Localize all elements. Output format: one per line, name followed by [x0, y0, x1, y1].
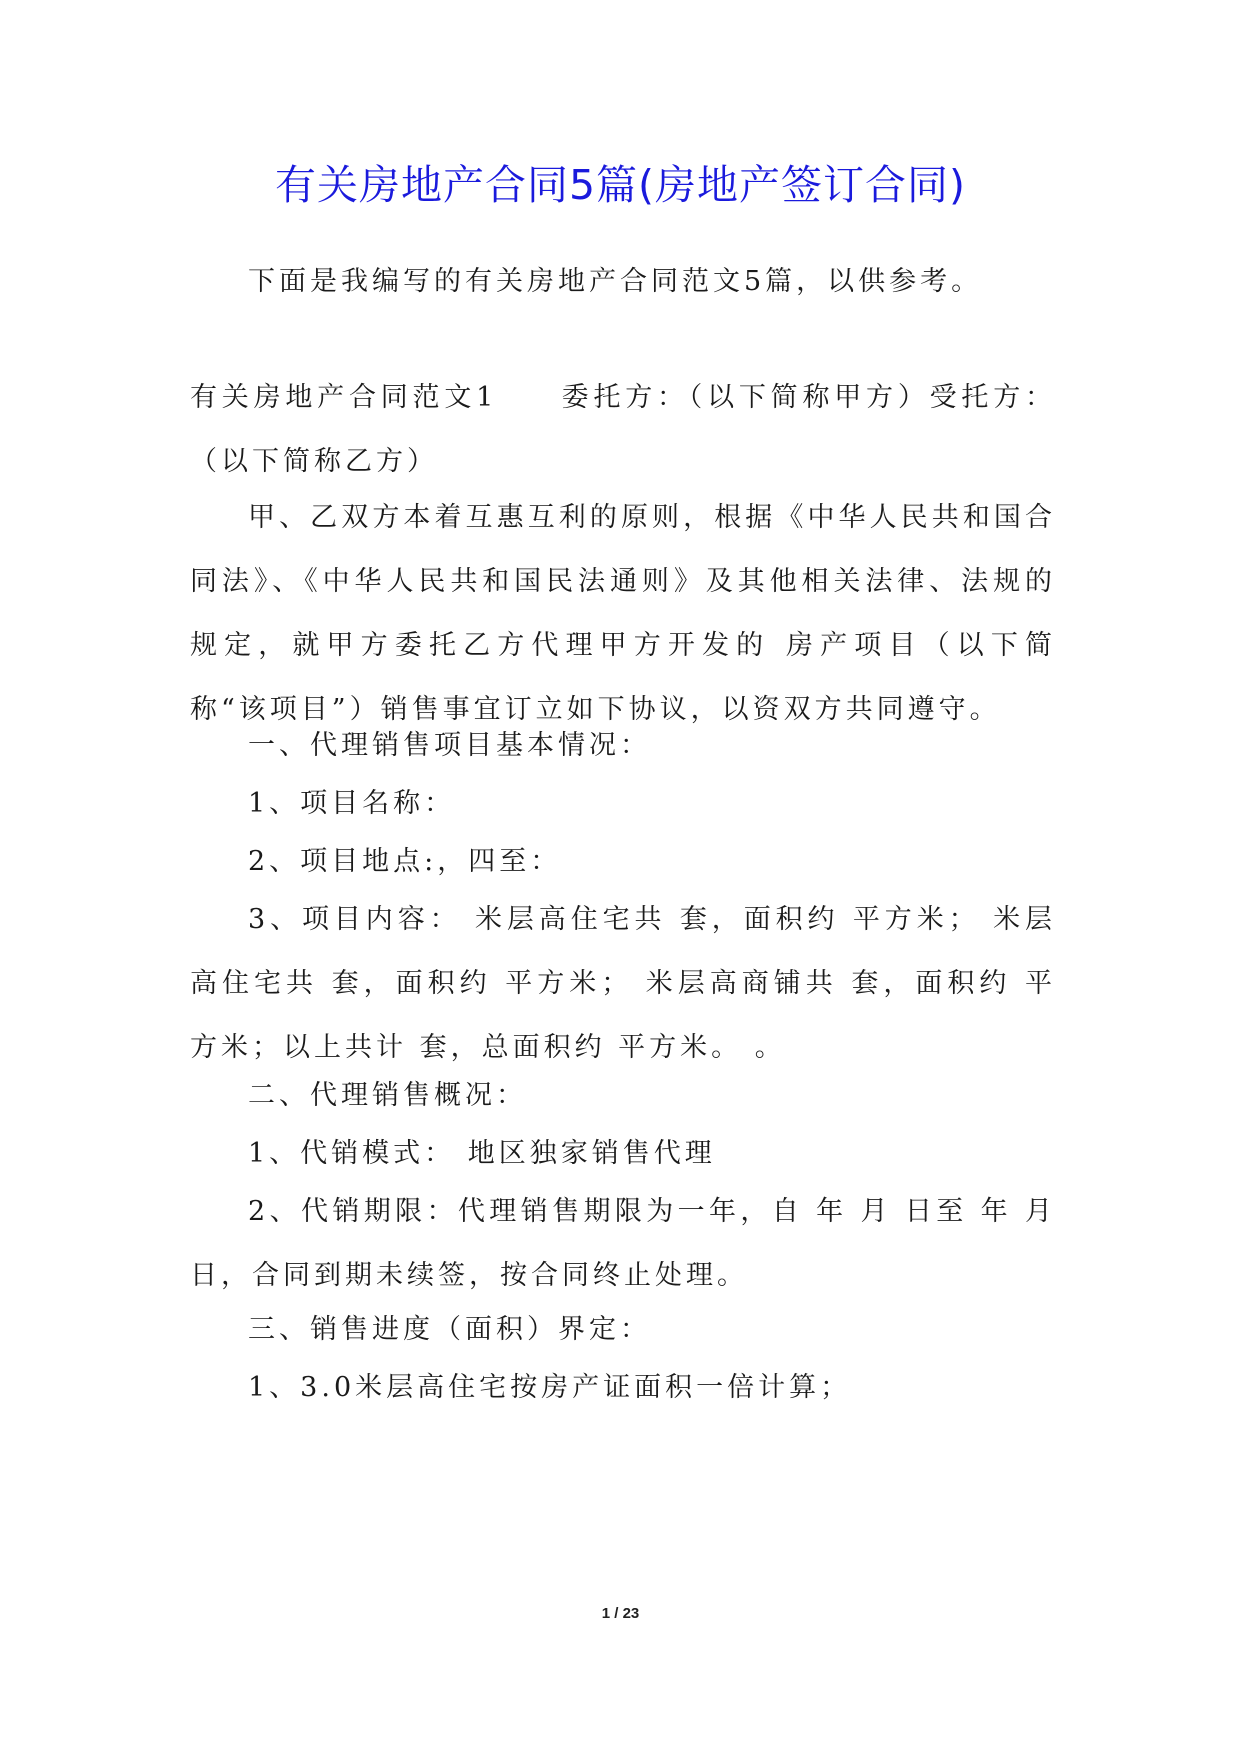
page-number: 1 / 23: [601, 1605, 640, 1622]
paragraph-item-1-2: 2、项目地点:，四至：: [248, 846, 562, 877]
paragraph-contract-heading: 有关房地产合同范文1 委托方：（以下简称甲方）受托方：（以下简称乙方）: [190, 382, 1056, 477]
paragraph-item-3-1: 1、3.0米层高住宅按房产证面积一倍计算；: [248, 1372, 852, 1403]
section-heading-2: 二、代理销售概况：: [248, 1080, 527, 1111]
paragraph-item-2-1: 1、代销模式： 地区独家销售代理: [248, 1138, 716, 1169]
paragraph-item-1-1: 1、项目名称：: [248, 788, 456, 819]
section-heading-1: 一、代理销售项目基本情况：: [248, 730, 651, 761]
paragraph-preamble: 甲、乙双方本着互惠互利的原则，根据《中华人民共和国合同法》、《中华人民共和国民法通则》及其他相关法律、法规的规定，就甲方委托乙方代理甲方开发的 房产项目（以下简称“该项目”）销售事宜订立如下协议，以资双方共同遵守。: [190, 502, 1056, 725]
intro-paragraph: 下面是我编写的有关房地产合同范文5篇，以供参考。: [248, 266, 983, 297]
paragraph-item-1-3: 3、项目内容： 米层高住宅共 套，面积约 平方米； 米层高住宅共 套，面积约 平方米； 米层高商铺共 套，面积约 平方米；以上共计 套，总面积约 平方米。 。: [190, 904, 1056, 1063]
paragraph-item-2-2: 2、代销期限：代理销售期限为一年，自 年 月 日至 年 月日，合同到期未续签，按合同终止处理。: [190, 1196, 1056, 1291]
section-heading-3: 三、销售进度（面积）界定：: [248, 1314, 651, 1345]
document-title: 有关房地产合同5篇(房地产签订合同): [274, 161, 967, 209]
